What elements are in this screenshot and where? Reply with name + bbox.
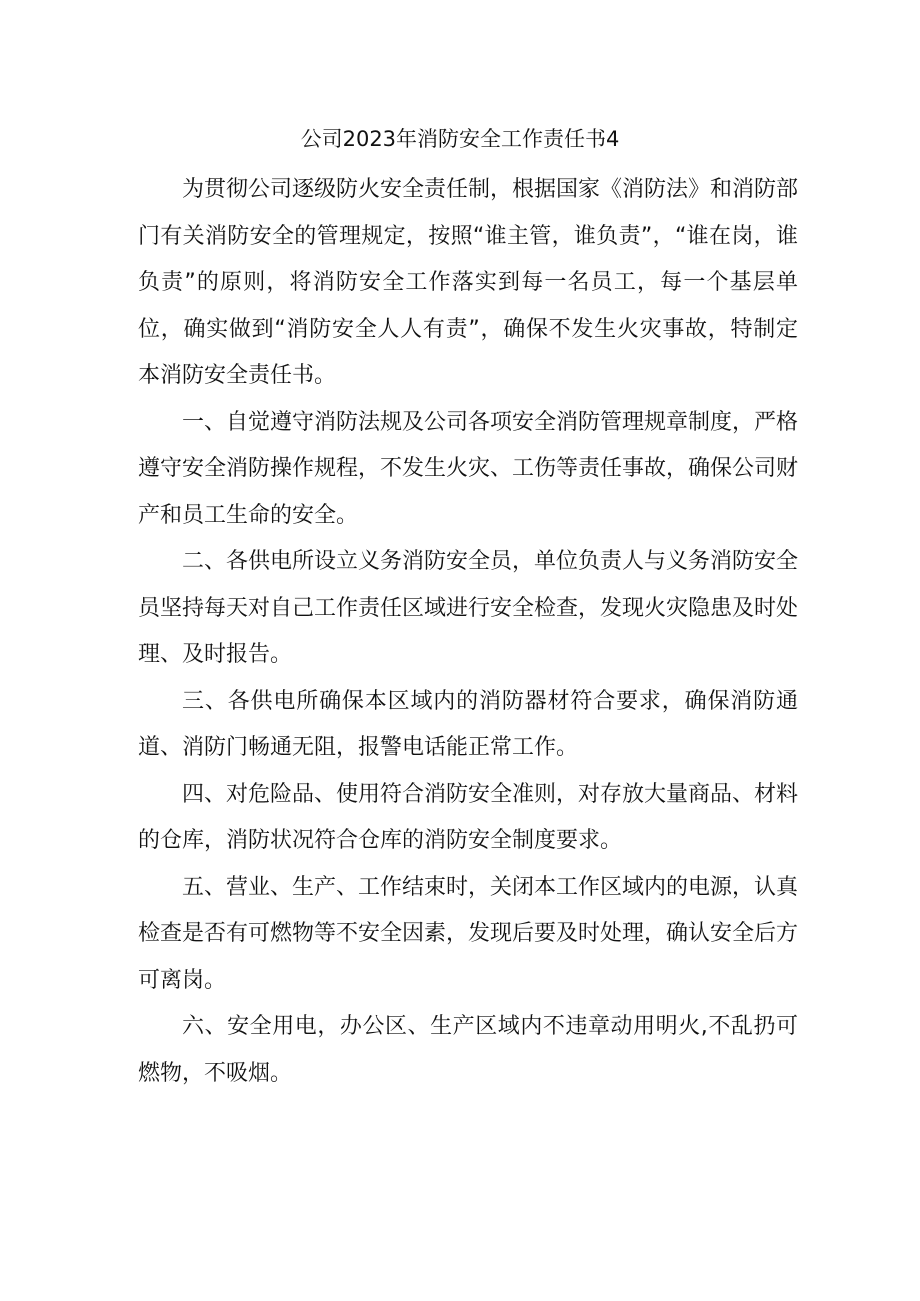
paragraph-intro: 为贯彻公司逐级防火安全责任制，根据国家《消防法》和消防部门有关消防安全的管理规定，按照“谁主管，谁负责”，“谁在岗，谁负责”的原则，将消防安全工作落实到每一名员工，每一个基层单位，确实做到“消防安全人人有责”，确保不发生火灾事故，特制定本消防安全责任书。 [138, 177, 799, 388]
paragraph-item-6: 六、安全用电，办公区、生产区域内不违章动用明火,不乱扔可燃物，不吸烟。 [138, 1014, 798, 1086]
paragraph-item-5: 五、营业、生产、工作结束时，关闭本工作区域内的电源，认真检查是否有可燃物等不安全因素，发现后要及时处理，确认安全后方可离岗。 [138, 874, 799, 993]
document-body [138, 167, 798, 1097]
document-title: 公司2023年消防安全工作责任书4 [300, 127, 620, 151]
paragraph-item-3: 三、各供电所确保本区域内的消防器材符合要求，确保消防通道、消防门畅通无阻，报警电话能正常工作。 [138, 688, 798, 760]
paragraph-item-4: 四、对危险品、使用符合消防安全准则，对存放大量商品、材料的仓库，消防状况符合仓库的消防安全制度要求。 [138, 781, 799, 853]
paragraph-item-2: 二、各供电所设立义务消防安全员，单位负责人与义务消防安全员坚持每天对自己工作责任区域进行安全检查，发现火灾隐患及时处理、及时报告。 [138, 549, 799, 667]
paragraph-item-1: 一、自觉遵守消防法规及公司各项安全消防管理规章制度，严格遵守安全消防操作规程，不发生火灾、工伤等责任事故，确保公司财产和员工生命的安全。 [138, 409, 799, 528]
